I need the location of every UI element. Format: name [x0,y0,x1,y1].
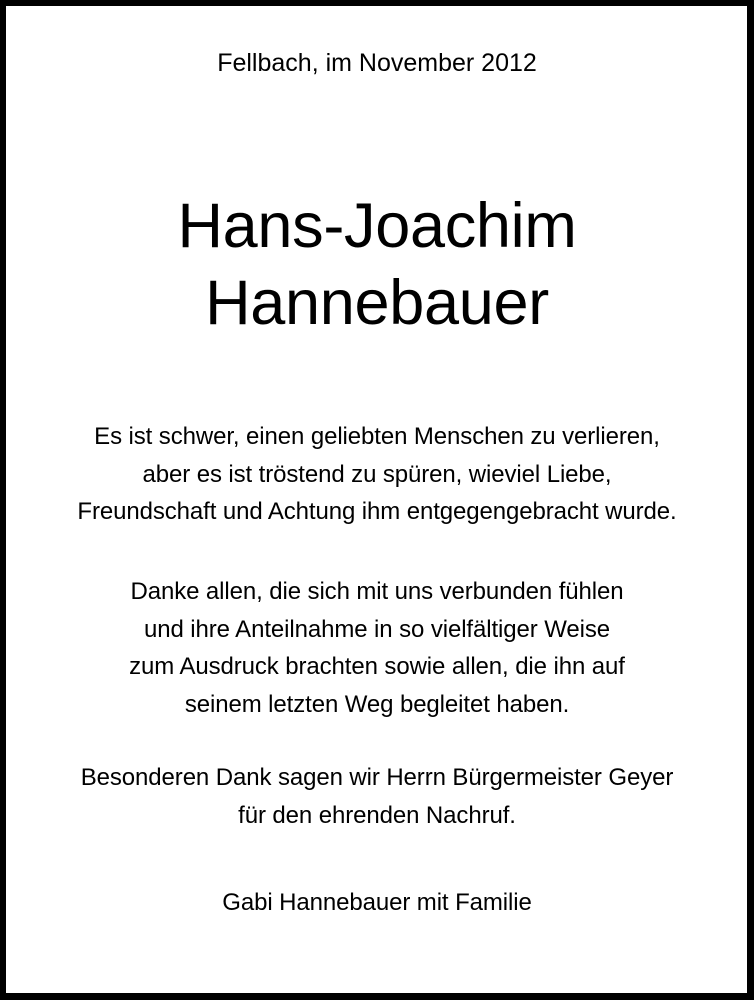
paragraph-line: seinem letzten Weg begleitet haben. [184,691,570,718]
dateline: Fellbach, im November 2012 [217,49,537,77]
paragraph-line: Es ist schwer, einen geliebten Menschen zu verlieren, [94,423,660,450]
paragraph-line: und ihre Anteilnahme in so vielfältiger Weise [144,616,610,643]
paragraph-line: zum Ausdruck brachten sowie allen, die ihn auf [129,653,625,680]
paragraph-line: Besonderen Dank sagen wir Herrn Bürgermeister Geyer [80,764,674,791]
paragraph-line: Freundschaft und Achtung ihm entgegengebracht wurde. [77,498,677,525]
paragraph-line: für den ehrenden Nachruf. [238,802,516,829]
signature: Gabi Hannebauer mit Familie [222,889,532,916]
deceased-first-name: Hans-Joachim [177,191,577,261]
deceased-last-name: Hannebauer [205,268,549,338]
paragraph-line: Danke allen, die sich mit uns verbunden fühlen [130,578,624,605]
paragraph-line: aber es ist tröstend zu spüren, wieviel Liebe, [142,461,612,488]
